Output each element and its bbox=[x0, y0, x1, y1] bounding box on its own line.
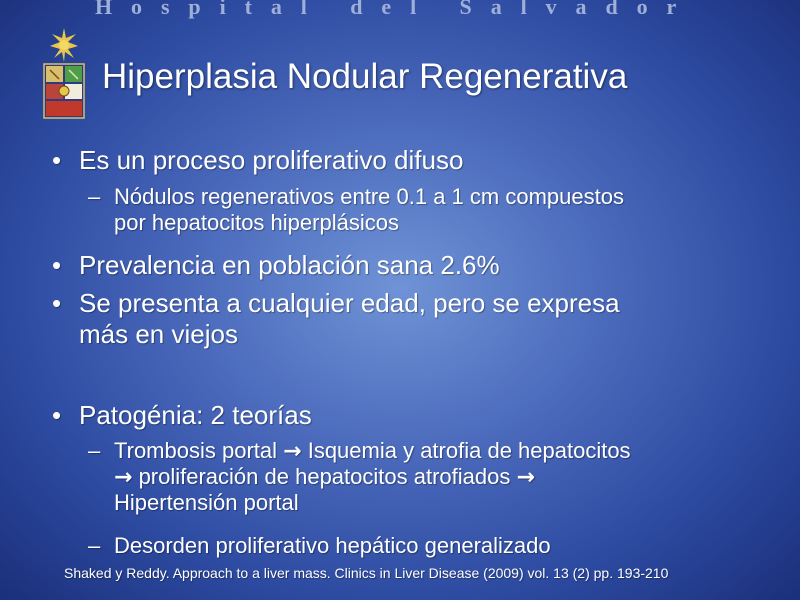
sub-bullet-line: Nódulos regenerativos entre 0.1 a 1 cm compuestos bbox=[114, 184, 624, 209]
sub-bullet-text: Isquemia y atrofia de hepatocitos bbox=[307, 438, 631, 463]
bullet-marker: • bbox=[52, 145, 62, 175]
bullet-marker: • bbox=[52, 288, 62, 318]
dash-marker: – bbox=[88, 533, 101, 558]
bullet-text: Patogénia: 2 teorías bbox=[79, 400, 312, 430]
slide-title: Hiperplasia Nodular Regenerativa bbox=[102, 57, 628, 96]
bullet-line: más en viejos bbox=[79, 319, 238, 349]
sub-bullet-text: proliferación de hepatocitos atrofiados bbox=[138, 464, 511, 489]
arrow-right-icon: → bbox=[283, 439, 302, 464]
bullet-text: Prevalencia en población sana 2.6% bbox=[79, 250, 500, 280]
arrow-right-icon: → bbox=[114, 465, 133, 490]
sub-bullet-text: Trombosis portal bbox=[114, 438, 278, 463]
sub-bullet-text: Hipertensión portal bbox=[114, 490, 299, 515]
dash-marker: – bbox=[88, 438, 101, 463]
bullet-marker: • bbox=[52, 400, 62, 430]
bullet-line: Se presenta a cualquier edad, pero se expresa bbox=[79, 288, 620, 318]
citation: Shaked y Reddy. Approach to a liver mass. Clinics in Liver Disease (2009) vol. 13 (2) pp. 193-210 bbox=[64, 565, 669, 581]
dash-marker: – bbox=[88, 184, 101, 209]
sub-bullet-text: Desorden proliferativo hepático generalizado bbox=[114, 533, 551, 558]
sub-bullet-line: por hepatocitos hiperplásicos bbox=[114, 210, 399, 235]
header-institution: Hospital del Salvador bbox=[95, 0, 696, 19]
arrow-right-icon: → bbox=[516, 465, 535, 490]
bullet-text: Es un proceso proliferativo difuso bbox=[79, 145, 464, 175]
bullet-marker: • bbox=[52, 250, 62, 280]
